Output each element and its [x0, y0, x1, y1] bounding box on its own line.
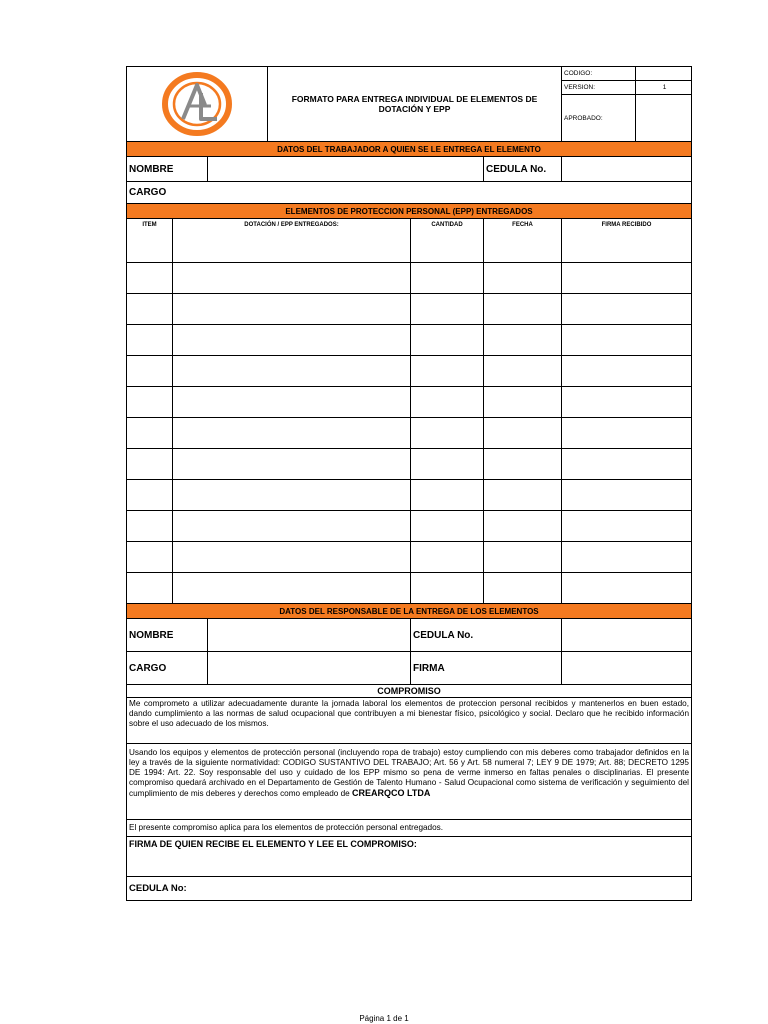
epp-cell-cantidad[interactable] — [410, 480, 483, 510]
receiver-signature-label: FIRMA DE QUIEN RECIBE EL ELEMENTO Y LEE EL COMPROMISO: — [129, 839, 417, 849]
responsible-cargo-label: CARGO — [129, 662, 167, 674]
epp-cell-item[interactable] — [127, 325, 172, 355]
codigo-row — [562, 67, 691, 81]
epp-cell-firma-recibido[interactable] — [561, 294, 691, 324]
responsible-cedula-label: CEDULA No. — [410, 619, 561, 651]
worker-cedula-field[interactable] — [561, 157, 691, 181]
aprobado-row — [562, 95, 691, 141]
epp-cell-fecha[interactable] — [483, 325, 561, 355]
epp-table-row — [127, 479, 691, 510]
page-number: Página 1 de 1 — [359, 1014, 409, 1023]
epp-section-title: ELEMENTOS DE PROTECCION PERSONAL (EPP) ENTREGADOS — [127, 204, 691, 218]
responsible-cargo-field[interactable] — [207, 652, 410, 684]
epp-cell-cantidad[interactable] — [410, 356, 483, 386]
responsible-cargo-row — [127, 651, 691, 684]
epp-cell-dotacion[interactable] — [172, 449, 410, 479]
epp-table-row — [127, 262, 691, 293]
epp-cell-firma-recibido[interactable] — [561, 387, 691, 417]
responsible-nombre-field[interactable] — [207, 619, 410, 651]
worker-name-row — [127, 156, 691, 181]
epp-cell-item[interactable] — [127, 480, 172, 510]
epp-cell-dotacion[interactable] — [172, 325, 410, 355]
epp-cell-dotacion[interactable] — [172, 480, 410, 510]
compromiso-paragraph-3-row — [127, 819, 691, 836]
epp-cell-firma-recibido[interactable] — [561, 573, 691, 603]
epp-section-header — [127, 203, 691, 218]
epp-cell-fecha[interactable] — [483, 263, 561, 293]
epp-cell-dotacion[interactable] — [172, 356, 410, 386]
epp-cell-fecha[interactable] — [483, 511, 561, 541]
responsible-firma-field[interactable] — [561, 652, 691, 684]
epp-cell-item[interactable] — [127, 449, 172, 479]
epp-cell-cantidad[interactable] — [410, 449, 483, 479]
receiver-cedula-label: CEDULA No: — [129, 883, 187, 894]
epp-cell-cantidad[interactable] — [410, 511, 483, 541]
epp-cell-cantidad[interactable] — [410, 418, 483, 448]
epp-cell-dotacion[interactable] — [172, 263, 410, 293]
epp-cell-item[interactable] — [127, 387, 172, 417]
responsible-firma-label: FIRMA — [410, 652, 561, 684]
epp-cell-item[interactable] — [127, 418, 172, 448]
epp-table-row — [127, 448, 691, 479]
epp-cell-cantidad[interactable] — [410, 573, 483, 603]
epp-cell-firma-recibido[interactable] — [561, 418, 691, 448]
compromiso-paragraph-1: Me comprometo a utilizar adecuadamente durante la jornada laboral los elementos de proteccion personal recibidos y mantenerlos en buen estado, dando cumplimiento a las normas de salud ocupacional que contribuyen a mi bienestar físico, psicológico y social. Declaro que he recibido información sobre el uso adecuado de los mismos. — [129, 699, 689, 728]
epp-cell-dotacion[interactable] — [172, 418, 410, 448]
epp-cell-fecha[interactable] — [483, 294, 561, 324]
company-name: CREARQCO LTDA — [352, 788, 431, 798]
epp-table-row — [127, 541, 691, 572]
epp-cell-dotacion[interactable] — [172, 231, 410, 262]
epp-cell-dotacion[interactable] — [172, 387, 410, 417]
compromiso-title: COMPROMISO — [377, 686, 441, 696]
epp-cell-item[interactable] — [127, 263, 172, 293]
epp-cell-fecha[interactable] — [483, 356, 561, 386]
epp-cell-dotacion[interactable] — [172, 542, 410, 572]
epp-cell-firma-recibido[interactable] — [561, 511, 691, 541]
epp-cell-fecha[interactable] — [483, 418, 561, 448]
worker-section-title: DATOS DEL TRABAJADOR A QUIEN SE LE ENTREGA EL ELEMENTO — [127, 142, 691, 156]
epp-cell-firma-recibido[interactable] — [561, 231, 691, 262]
logo-cell — [127, 67, 267, 141]
worker-nombre-label: NOMBRE — [129, 163, 174, 175]
version-row — [562, 81, 691, 95]
responsible-section-title: DATOS DEL RESPONSABLE DE LA ENTREGA DE LOS ELEMENTOS — [127, 604, 691, 618]
col-item: ITEM — [142, 222, 157, 228]
epp-cell-fecha[interactable] — [483, 387, 561, 417]
epp-cell-fecha[interactable] — [483, 231, 561, 262]
epp-table-row — [127, 231, 691, 262]
company-logo-icon — [161, 71, 233, 137]
form-header — [127, 67, 691, 141]
col-fecha: FECHA — [483, 219, 561, 231]
form-title: FORMATO PARA ENTREGA INDIVIDUAL DE ELEMENTOS DE DOTACIÓN Y EPP — [267, 67, 561, 141]
epp-table-body — [127, 231, 691, 603]
responsible-section-header — [127, 603, 691, 618]
epp-cell-fecha[interactable] — [483, 573, 561, 603]
epp-cell-dotacion[interactable] — [172, 294, 410, 324]
compromiso-paragraph-2 — [127, 744, 691, 819]
epp-cell-cantidad[interactable] — [410, 325, 483, 355]
document-control-box — [561, 67, 691, 141]
epp-cell-item[interactable] — [127, 294, 172, 324]
epp-cell-dotacion[interactable] — [172, 573, 410, 603]
compromiso-paragraph-3: El presente compromiso aplica para los elementos de protección personal entregados. — [129, 823, 444, 832]
epp-table-row — [127, 324, 691, 355]
col-cantidad: CANTIDAD — [410, 219, 483, 231]
epp-table-row — [127, 386, 691, 417]
epp-cell-item[interactable] — [127, 231, 172, 262]
aprobado-label: APROBADO: — [562, 95, 636, 141]
epp-table-row — [127, 572, 691, 603]
epp-cell-fecha[interactable] — [483, 480, 561, 510]
epp-cell-firma-recibido[interactable] — [561, 263, 691, 293]
epp-cell-cantidad[interactable] — [410, 387, 483, 417]
compromiso-paragraph-2-text: Usando los equipos y elementos de protección personal (incluyendo ropa de trabajo) estoy cumpliendo con mis deberes como trabajador definidos en la ley a través de la siguiente normatividad: CODIGO SUSTANTIVO DEL TRABAJO; Art. 56 y Art. 58 numeral 7; LEY 9 DE 1979; Art. 88; DECRETO 1295 DE 1994: Art. 22. Soy responsable del uso y cuidado de los EPP mismo so pena de verme inmerso en faltas penales o disciplinarias. El presente compromiso quedará archivado en el Departamento de Gestión de Talento Humano - Salud Ocupacional como sistema de verificación y seguimiento del cumplimiento de mis deberes y derechos como empleado de — [129, 748, 689, 798]
codigo-label: CODIGO: — [562, 67, 636, 80]
responsible-cedula-field[interactable] — [561, 619, 691, 651]
responsible-nombre-label: NOMBRE — [129, 629, 174, 641]
col-dotacion: DOTACIÓN / EPP ENTREGADOS: — [172, 219, 410, 231]
version-label: VERSION: — [562, 81, 636, 94]
epp-table-row — [127, 293, 691, 324]
worker-section-header — [127, 141, 691, 156]
epp-table-row — [127, 417, 691, 448]
responsible-name-row — [127, 618, 691, 651]
col-firma-recibido: FIRMA RECIBIDO — [561, 219, 691, 231]
epp-delivery-form — [126, 66, 692, 901]
epp-cell-item[interactable] — [127, 573, 172, 603]
epp-cell-dotacion[interactable] — [172, 511, 410, 541]
epp-cell-item[interactable] — [127, 511, 172, 541]
aprobado-value — [636, 95, 691, 141]
epp-cell-item[interactable] — [127, 356, 172, 386]
epp-table-row — [127, 355, 691, 386]
version-value: 1 — [662, 84, 667, 91]
codigo-value — [636, 67, 691, 80]
epp-table-row — [127, 510, 691, 541]
epp-cell-firma-recibido[interactable] — [561, 325, 691, 355]
epp-cell-fecha[interactable] — [483, 449, 561, 479]
epp-cell-cantidad[interactable] — [410, 263, 483, 293]
epp-cell-cantidad[interactable] — [410, 231, 483, 262]
epp-cell-cantidad[interactable] — [410, 542, 483, 572]
compromiso-paragraph-2-row — [127, 743, 691, 819]
worker-nombre-field[interactable] — [207, 157, 483, 181]
epp-cell-fecha[interactable] — [483, 542, 561, 572]
compromiso-paragraph-1-row — [127, 697, 691, 743]
epp-table-header — [127, 218, 691, 231]
receiver-cedula-row — [127, 876, 691, 900]
worker-cedula-label: CEDULA No. — [483, 157, 561, 181]
epp-cell-firma-recibido[interactable] — [561, 542, 691, 572]
worker-cargo-label: CARGO — [129, 187, 167, 198]
epp-cell-firma-recibido[interactable] — [561, 449, 691, 479]
compromiso-header — [127, 684, 691, 697]
epp-cell-firma-recibido[interactable] — [561, 356, 691, 386]
epp-cell-firma-recibido[interactable] — [561, 480, 691, 510]
receiver-signature-row — [127, 836, 691, 876]
worker-cargo-row — [127, 181, 691, 203]
epp-cell-cantidad[interactable] — [410, 294, 483, 324]
epp-cell-item[interactable] — [127, 542, 172, 572]
